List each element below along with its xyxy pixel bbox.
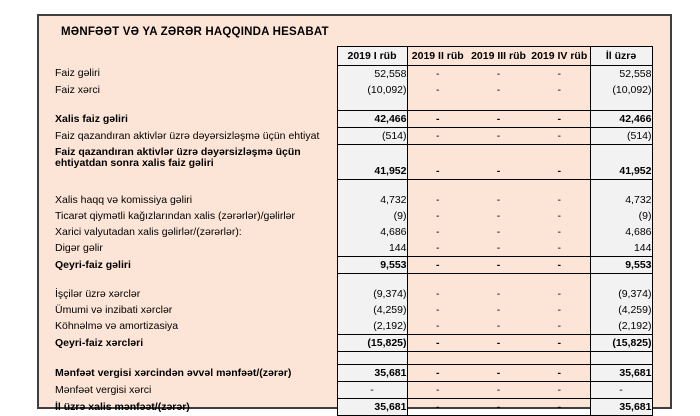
table-cell: -: [496, 83, 501, 96]
table-cell: [590, 180, 652, 193]
row-label: Ümumi və inzibati xərclər: [55, 303, 173, 316]
row-label: [55, 352, 337, 365]
table-cell: -: [557, 287, 561, 300]
table-cell: 144: [590, 240, 652, 257]
table-cell: -: [436, 83, 440, 96]
row-label: Digər gəlir: [55, 241, 103, 254]
table-cell: 4,732: [337, 192, 407, 208]
table-cell: -: [496, 241, 501, 254]
table-row: [55, 145, 652, 180]
table-cell: -: [557, 67, 561, 80]
row-label: [55, 274, 337, 287]
table-cell: -: [436, 303, 440, 316]
table-cell: -: [529, 145, 590, 180]
table-body: [55, 47, 652, 416]
table-cell: -: [468, 145, 529, 180]
table-cell: -: [496, 67, 501, 80]
table-cell: [337, 98, 407, 111]
row-label: Xalis faiz gəliri: [55, 112, 128, 125]
table-cell: -: [468, 382, 529, 399]
row-label: [55, 98, 337, 111]
table-cell: -: [436, 241, 440, 254]
column-header: 2019 III rüb: [468, 47, 529, 66]
table-row: [55, 192, 652, 208]
row-label: Qeyri-faiz xərcləri: [55, 336, 144, 349]
table-cell: -: [436, 319, 440, 332]
table-cell: -: [529, 128, 590, 145]
column-header: 2019 IV rüb: [529, 47, 590, 66]
table-cell: (9): [337, 208, 407, 224]
table-cell: -: [407, 382, 468, 399]
table-row: [55, 302, 652, 318]
table-cell: -: [496, 319, 501, 332]
table-row: [55, 399, 652, 416]
table-row: [55, 180, 652, 193]
table-cell: (9): [590, 208, 652, 224]
table-cell: -: [529, 365, 590, 382]
table-cell: [337, 274, 407, 287]
table-row: [55, 111, 652, 128]
table-cell: [529, 98, 590, 111]
table-cell: -: [496, 287, 501, 300]
table-cell: -: [529, 335, 590, 352]
table-cell: 42,466: [337, 111, 407, 128]
row-label: Faiz qazandıran aktivlər üzrə dəyərsizləşmə üçün ehtiyatdan sonra xalis faiz gəliri: [55, 145, 301, 169]
table-cell: -: [557, 303, 561, 316]
table-cell: 35,681: [590, 365, 652, 382]
table-cell: -: [557, 209, 561, 222]
table-row: [55, 274, 652, 287]
report-sheet: [37, 14, 672, 413]
column-header: 2019 II rüb: [407, 47, 468, 66]
table-cell: (514): [590, 128, 652, 145]
table-cell: -: [557, 83, 561, 96]
table-cell: -: [436, 287, 440, 300]
table-cell: -: [407, 128, 468, 145]
table-cell: -: [496, 209, 501, 222]
row-label: İl üzrə xalis mənfəət/(zərər): [55, 400, 190, 413]
table-cell: (15,825): [590, 335, 652, 352]
row-label: Köhnəlmə və amortizasiya: [55, 319, 179, 332]
table-cell: [529, 274, 590, 287]
table-cell: -: [436, 193, 440, 206]
table-cell: -: [407, 335, 468, 352]
row-label: [55, 180, 337, 193]
table-row: [55, 318, 652, 335]
table-cell: 35,681: [337, 399, 407, 416]
table-cell: (4,259): [590, 302, 652, 318]
table-cell: 41,952: [337, 145, 407, 180]
row-label: Mənfəət vergisi xərci: [55, 383, 152, 396]
table-cell: -: [496, 225, 501, 238]
table-cell: -: [529, 257, 590, 274]
table-cell: -: [529, 399, 590, 416]
table-cell: [590, 98, 652, 111]
table-cell: -: [468, 111, 529, 128]
table-cell: [468, 98, 529, 111]
table-cell: -: [496, 193, 501, 206]
table-cell: -: [557, 225, 561, 238]
table-row: [55, 365, 652, 382]
table-cell: 42,466: [590, 111, 652, 128]
table-cell: -: [468, 335, 529, 352]
table-cell: -: [436, 225, 440, 238]
table-row: [55, 257, 652, 274]
table-cell: 144: [337, 240, 407, 257]
table-cell: [529, 180, 590, 193]
table-cell: 52,558: [337, 66, 407, 83]
table-cell: 9,553: [337, 257, 407, 274]
table-cell: (10,092): [337, 82, 407, 98]
table-cell: (514): [337, 128, 407, 145]
table-cell: -: [436, 67, 440, 80]
table-cell: (9,374): [337, 286, 407, 302]
table-row: [55, 335, 652, 352]
table-cell: (10,092): [590, 82, 652, 98]
table-cell: [407, 98, 468, 111]
table-row: [55, 82, 652, 98]
table-cell: -: [529, 382, 590, 399]
table-cell: -: [468, 128, 529, 145]
table-cell: 35,681: [590, 399, 652, 416]
table-cell: -: [407, 145, 468, 180]
row-label: Mənfəət vergisi xərcindən əvvəl mənfəət/(zərər): [55, 366, 292, 379]
row-label: Faiz xərci: [55, 83, 100, 96]
table-cell: -: [529, 111, 590, 128]
table-cell: [337, 180, 407, 193]
table-cell: -: [590, 382, 652, 399]
table-cell: -: [496, 303, 501, 316]
table-cell: -: [407, 111, 468, 128]
column-header: İl üzrə: [590, 47, 652, 66]
table-cell: -: [468, 365, 529, 382]
table-cell: -: [557, 193, 561, 206]
row-label: Faiz qazandıran aktivlər üzrə dəyərsizləşmə üçün ehtiyat: [55, 129, 320, 142]
row-label: Ticarət qiymətli kağızlarından xalis (zərərlər)/gəlirlər: [55, 209, 296, 222]
table-row: [55, 382, 652, 399]
table-cell: -: [337, 382, 407, 399]
row-label: Xarici valyutadan xalis gəlirlər/(zərərlər):: [55, 225, 242, 238]
table-row: [55, 240, 652, 257]
table-cell: (15,825): [337, 335, 407, 352]
table-cell: [337, 352, 407, 365]
row-label: Xalis haqq və komissiya gəliri: [55, 193, 193, 206]
table-row: [55, 128, 652, 145]
table-cell: 4,732: [590, 192, 652, 208]
column-header: 2019 I rüb: [337, 47, 407, 66]
table-row: [55, 66, 652, 83]
table-cell: [468, 274, 529, 287]
column-header-empty: [55, 47, 337, 66]
table-cell: 9,553: [590, 257, 652, 274]
table-cell: 41,952: [590, 145, 652, 180]
table-cell: (4,259): [337, 302, 407, 318]
table-cell: 35,681: [337, 365, 407, 382]
row-label: Faiz gəliri: [55, 67, 100, 80]
table-cell: [468, 352, 529, 365]
table-header-row: [55, 47, 652, 66]
row-label: Qeyri-faiz gəliri: [55, 258, 131, 271]
table-cell: -: [468, 399, 529, 416]
table-row: [55, 352, 652, 365]
table-cell: (2,192): [337, 318, 407, 335]
table-cell: 52,558: [590, 66, 652, 83]
table-cell: [407, 352, 468, 365]
table-cell: -: [407, 257, 468, 274]
table-cell: [468, 180, 529, 193]
income-statement-table: [55, 46, 653, 416]
table-cell: [407, 274, 468, 287]
table-cell: -: [407, 365, 468, 382]
table-cell: -: [468, 257, 529, 274]
table-cell: [529, 352, 590, 365]
table-cell: -: [557, 241, 561, 254]
report-title: MƏNFƏƏT VƏ YA ZƏRƏR HAQQINDA HESABAT: [61, 26, 329, 38]
row-label: İşçilər üzrə xərclər: [55, 287, 141, 300]
table-row: [55, 98, 652, 111]
table-cell: -: [407, 399, 468, 416]
table-cell: [590, 274, 652, 287]
table-cell: [590, 352, 652, 365]
table-cell: [407, 180, 468, 193]
table-row: [55, 224, 652, 240]
table-cell: 4,686: [590, 224, 652, 240]
table-cell: (9,374): [590, 286, 652, 302]
table-cell: -: [436, 209, 440, 222]
table-cell: -: [557, 319, 561, 332]
table-row: [55, 208, 652, 224]
table-row: [55, 286, 652, 302]
table-cell: 4,686: [337, 224, 407, 240]
table-cell: (2,192): [590, 318, 652, 335]
